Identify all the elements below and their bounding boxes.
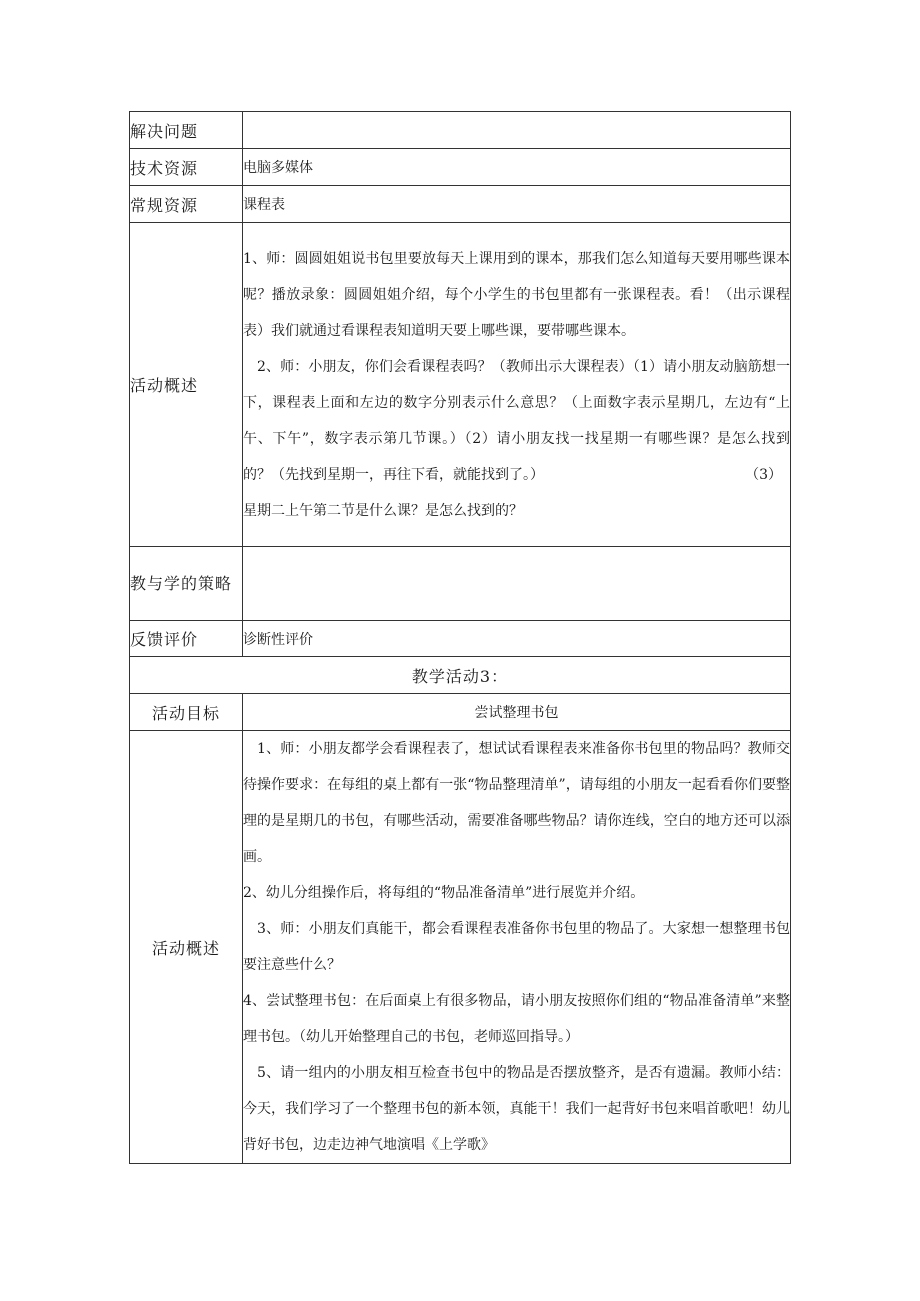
row-strategy: [130, 547, 791, 621]
value-routine-resources: 课程表: [243, 186, 791, 223]
overview2-paragraph-2: 2、幼儿分组操作后，将每组的“物品准备清单”进行展览并介绍。: [243, 885, 645, 901]
label-strategy: 教与学的策略: [130, 547, 243, 621]
overview2-paragraph-4: 4、尝试整理书包：在后面桌上有很多物品，请小朋友按照你们组的“物品准备清单”来整理书包。（幼儿开始整理自己的书包，老师巡回指导。）: [243, 993, 790, 1045]
label-activity-overview-2: 活动概述: [130, 731, 243, 1164]
row-activity-overview-2: [130, 731, 791, 1164]
content-activity-overview-2: [243, 731, 791, 1164]
label-feedback: 反馈评价: [130, 621, 243, 657]
overview1-paragraph-2: [243, 349, 790, 493]
row-activity-goal: [130, 694, 791, 731]
value-feedback: 诊断性评价: [243, 621, 791, 657]
overview2-paragraph-1: 1、师：小朋友都学会看课程表了，想试试看课程表来准备你书包里的物品吗？教师交待操作要求：在每组的桌上都有一张“物品整理清单”，请每组的小朋友一起看看你们要整理的是星期几的书包，有哪些活动，需要准备哪些物品？请你连线，空白的地方还可以添画。: [243, 741, 790, 865]
content-activity-overview-1: [243, 223, 791, 547]
label-activity-overview-1: 活动概述: [130, 223, 243, 547]
row-routine-resources: [130, 186, 791, 223]
lesson-plan-table: [129, 111, 791, 1164]
overview1-paragraph-2-text: 2、师：小朋友，你们会看课程表吗？（教师出示大课程表）（1）请小朋友动脑筋想一下，课程表上面和左边的数字分别表示什么意思？（上面数字表示星期几，左边有“上午、下午”，数字表示第几节课。）（2）请小朋友找一找星期一有哪些课？是怎么找到的？（先找到星期一，再往下看，就能找到了。）: [243, 358, 790, 483]
label-tech-resources: 技术资源: [130, 149, 243, 186]
row-feedback: [130, 621, 791, 657]
overview2-paragraph-5: 5、请一组内的小朋友相互检查书包中的物品是否摆放整齐，是否有遗漏。教师小结：今天，我们学习了一个整理书包的新本领，真能干！我们一起背好书包来唱首歌吧！幼儿背好书包，边走边神气地演唱《上学歌》: [243, 1065, 790, 1153]
overview1-paragraph-3: 星期二上午第二节是什么课？是怎么找到的？: [243, 502, 523, 519]
value-tech-resources: 电脑多媒体: [243, 149, 791, 186]
row-tech-resources: [130, 149, 791, 186]
overview1-paragraph-1: 1、师：圆圆姐姐说书包里要放每天上课用到的课本，那我们怎么知道每天要用哪些课本呢？播放录象：圆圆姐姐介绍，每个小学生的书包里都有一张课程表。看！（出示课程表）我们就通过看课程表知道明天要上哪些课，要带哪些课本。: [243, 250, 790, 339]
section-title: 教学活动3：: [130, 657, 791, 694]
value-strategy: [243, 547, 791, 621]
row-activity-overview-1: [130, 223, 791, 547]
overview1-item-3-marker: （3）: [745, 466, 782, 483]
overview2-paragraph-3: 3、师：小朋友们真能干，都会看课程表准备你书包里的物品了。大家想一想整理书包要注意些什么？: [243, 921, 790, 973]
value-activity-goal: 尝试整理书包: [243, 694, 791, 731]
label-activity-goal: 活动目标: [130, 694, 243, 731]
label-solve-problem: 解决问题: [130, 112, 243, 149]
row-section-title: [130, 657, 791, 694]
row-solve-problem: [130, 112, 791, 149]
label-routine-resources: 常规资源: [130, 186, 243, 223]
value-solve-problem: [243, 112, 791, 149]
